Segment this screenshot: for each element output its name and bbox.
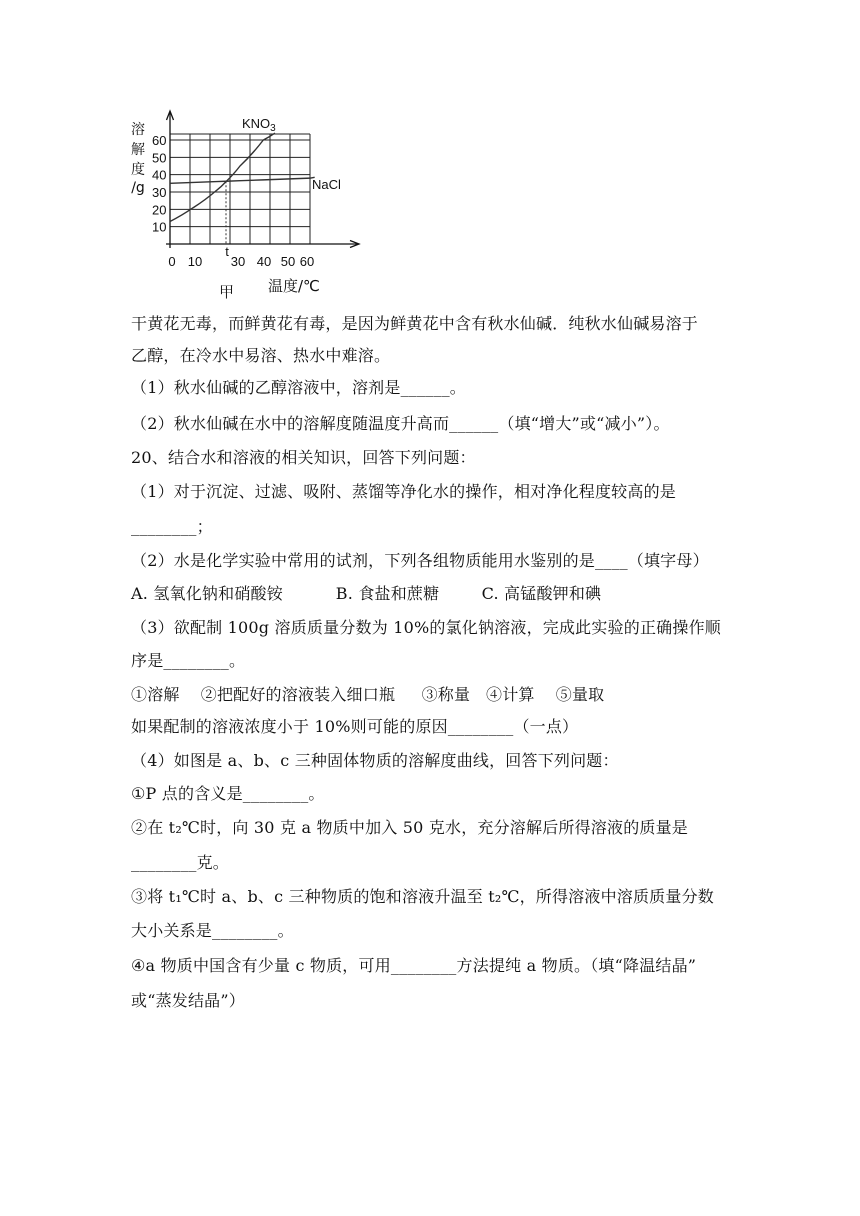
x-tick-label: 30 [230,254,246,269]
text-line: ________； [131,517,213,536]
text-line: 大小关系是________。 [131,921,294,940]
text-line: ________克。 [131,853,230,872]
text-line: 20、结合水和溶液的相关知识，回答下列问题： [131,448,476,467]
figure-caption: 甲 [219,283,235,301]
text-line: （1）秋水仙碱的乙醇溶液中，溶剂是______。 [131,378,466,397]
x-tick-label: 50 [280,254,296,269]
kno3-label [242,116,276,134]
y-tick-label: 10 [152,219,167,235]
x-tick-label: 60 [299,254,315,269]
kno3-label-main: KNO [242,116,271,131]
nacl-curve [170,177,315,183]
y-axis-label-char: 解 [131,142,145,158]
text-line: （2）水是化学实验中常用的试剂，下列各组物质能用水鉴别的是____（填字母） [131,551,709,570]
text-line: 序是________。 [131,651,246,670]
y-tick-label: 50 [152,150,167,166]
y-tick-label: 60 [152,133,167,148]
text-line: ④a 物质中国含有少量 c 物质，可用________方法提纯 a 物质。（填“降温结晶” [131,956,697,975]
text-line: （1）对于沉淀、过滤、吸附、蒸馏等净化水的操作，相对净化程度较高的是 [131,482,676,501]
text-line: （4）如图是 a、b、c 三种固体物质的溶解度曲线，回答下列问题： [131,751,619,770]
kno3-curve [170,133,275,221]
text-line: ①P 点的含义是________。 [131,784,325,803]
y-axis-label-char: 度 [131,162,145,178]
text-line: （2）秋水仙碱在水中的溶解度随温度升高而______（填“增大”或“减小”）。 [131,414,670,433]
text-line: ②在 t₂℃时，向 30 克 a 物质中加入 50 克水，充分溶解后所得溶液的质量是 [131,818,689,837]
text-line: ③将 t₁℃时 a、b、c 三种物质的饱和溶液升温至 t₂℃，所得溶液中溶质质量分数 [131,887,714,906]
x-tick-label: 40 [256,254,272,269]
y-tick-label: 20 [152,202,167,218]
text-line: 乙醇，在冷水中易溶、热水中难溶。 [131,346,391,365]
y-axis-label-char: /g [131,180,145,196]
y-tick-label: 40 [152,167,167,183]
x-axis-label: 温度/℃ [268,277,320,295]
solubility-chart [126,108,366,306]
x-tick-label: 10 [187,254,203,269]
text-line: 或“蒸发结晶”） [131,991,245,1010]
x-tick-label: 0 [168,254,176,269]
text-line: 如果配制的溶液浓度小于 10%则可能的原因________（一点） [131,717,579,736]
nacl-label: NaCl [312,177,341,192]
kno3-label-sub: 3 [270,123,276,134]
y-tick-label: 30 [152,185,167,200]
x-tick-label: t [225,244,229,259]
text-line: 干黄花无毒，而鲜黄花有毒，是因为鲜黄花中含有秋水仙碱．纯秋水仙碱易溶于 [131,314,699,333]
text-line: （3）欲配制 100g 溶质质量分数为 10%的氯化钠溶液，完成此实验的正确操作顺 [131,618,721,637]
y-axis-label-char: 溶 [131,122,145,138]
text-line: A. 氢氧化钠和硝酸铵 B. 食盐和蔗糖 C. 高锰酸钾和碘 [131,584,602,603]
text-line: ①溶解 ②把配好的溶液装入细口瓶 ③称量 ④计算 ⑤量取 [131,685,605,704]
